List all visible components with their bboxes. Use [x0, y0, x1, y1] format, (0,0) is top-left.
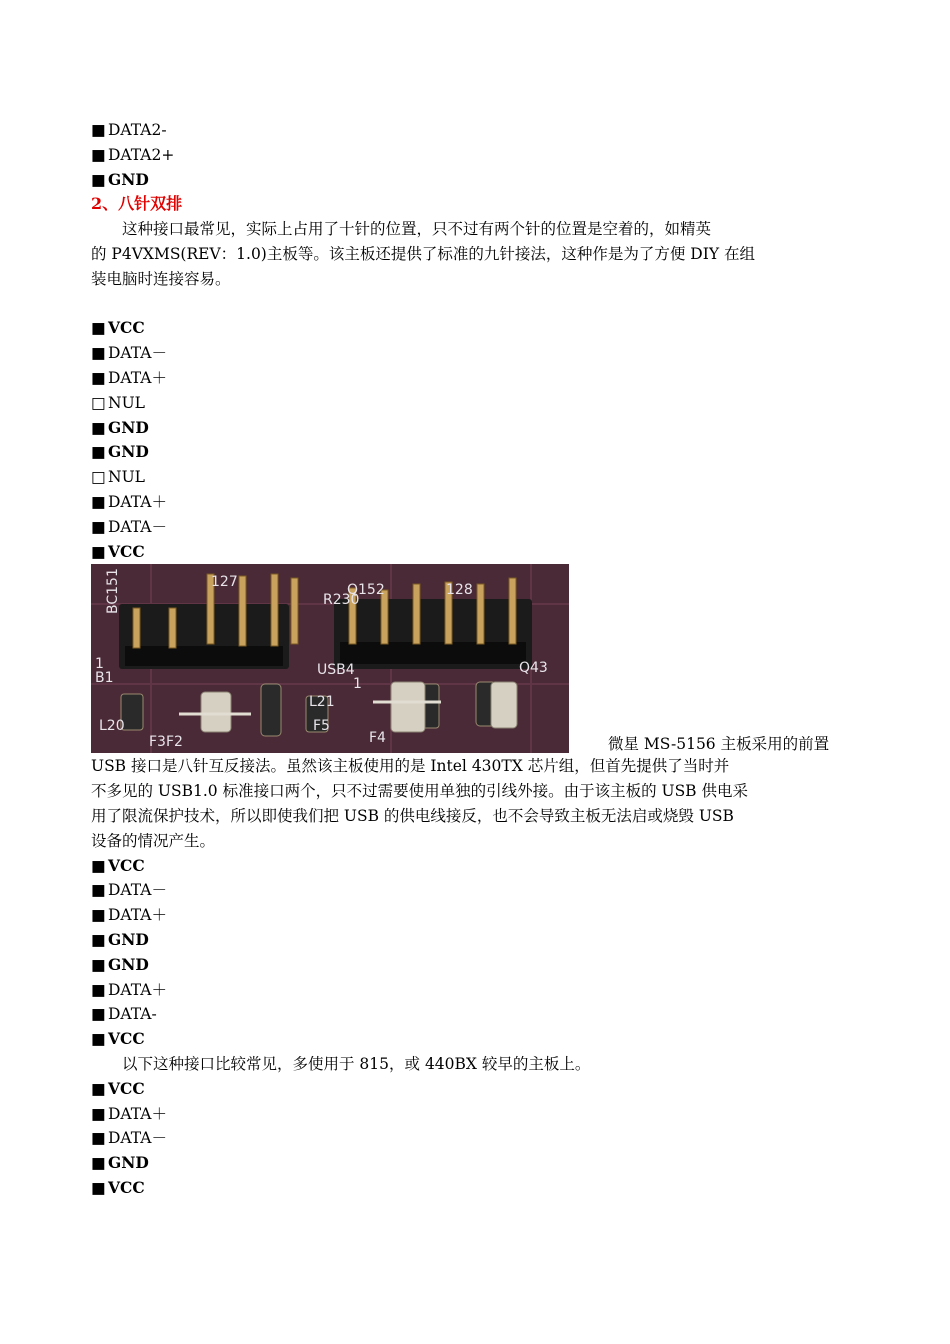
pin-list-item: [91, 540, 861, 565]
filled-square-icon: ■: [91, 417, 106, 437]
pin-list-item: [91, 1002, 861, 1027]
empty-square-icon: □: [91, 393, 106, 412]
silk-l20: L20: [99, 718, 125, 735]
figure-row: [91, 564, 861, 754]
section-paragraph-3: 以下这种接口比较常见，多使用于 815，或 440BX 较早的主板上。: [122, 1054, 591, 1073]
pin-label: DATA＋: [108, 906, 167, 925]
pin-label: GND: [108, 169, 149, 189]
pin-list-item: [91, 366, 861, 391]
filled-square-icon: ■: [91, 855, 106, 875]
pin-list-item: [91, 953, 861, 978]
pin-label: DATA＋: [108, 368, 167, 387]
pin-label: DATA2-: [108, 121, 167, 139]
filled-square-icon: ■: [91, 1005, 106, 1024]
silk-l21: L21: [309, 694, 335, 711]
pin-label: NUL: [108, 393, 145, 412]
filled-square-icon: ■: [91, 1177, 106, 1197]
document-content: [91, 118, 861, 1201]
filled-square-icon: ■: [91, 929, 106, 949]
filled-square-icon: ■: [91, 954, 106, 974]
pin-list-3: [91, 854, 861, 1052]
photo-caption-start: 微星 MS-5156 主板采用的前置: [608, 735, 830, 754]
filled-square-icon: ■: [91, 1153, 106, 1173]
pin-label: DATA＋: [108, 492, 167, 511]
filled-square-icon: ■: [91, 541, 106, 561]
pin-list-item: [91, 1102, 861, 1127]
pin-list-item: [91, 978, 861, 1003]
pin-list-2: [91, 316, 861, 564]
section-heading: 2、八针双排: [91, 194, 183, 214]
pin-list-item: [91, 416, 861, 441]
silk-pin1-right: 1: [353, 676, 362, 693]
pin-label: VCC: [108, 1029, 145, 1049]
silk-q43: Q43: [519, 660, 548, 677]
blank-line: [91, 292, 861, 317]
pin-list-item: [91, 341, 861, 366]
pin-list-item: [91, 440, 861, 465]
pin-label: GND: [108, 954, 149, 974]
pin-label: GND: [108, 442, 149, 462]
pin-label: DATA＋: [108, 1104, 167, 1123]
pin-list-item: [91, 1176, 861, 1201]
pin-label: VCC: [108, 855, 145, 875]
filled-square-icon: ■: [91, 121, 106, 139]
silk-f5: F5: [313, 718, 330, 735]
pin-list-1: [91, 118, 861, 192]
pin-label: DATA2+: [108, 145, 175, 164]
pin-label: DATA－: [108, 1129, 167, 1148]
pin-list-item: [91, 1027, 861, 1052]
section-paragraph-1: [91, 217, 861, 291]
paragraph-line: 装电脑时连接容易。: [91, 269, 231, 288]
pin-list-item: [91, 1077, 861, 1102]
pin-label: DATA－: [108, 517, 167, 536]
pin-list-item: [91, 903, 861, 928]
pin-list-item: [91, 391, 861, 416]
filled-square-icon: ■: [91, 318, 106, 338]
pin-list-item: [91, 1151, 861, 1176]
pin-label: GND: [108, 1153, 149, 1173]
pin-list-item: [91, 1126, 861, 1151]
silk-f4: F4: [369, 730, 386, 747]
silk-f3f2: F3F2: [149, 734, 183, 751]
paragraph-line: USB 接口是八针互反接法。虽然该主板使用的是 Intel 430TX 芯片组，但首先提供了当时并: [91, 757, 730, 776]
silk-127: 127: [211, 574, 238, 591]
filled-square-icon: ■: [91, 492, 106, 511]
silk-bc151: BC151: [105, 568, 121, 615]
pin-label: VCC: [108, 318, 145, 338]
filled-square-icon: ■: [91, 517, 106, 536]
paragraph-line: 用了限流保护技术，所以即使我们把 USB 的供电线接反，也不会导致主板无法启或烧毁 USB: [91, 806, 734, 825]
pin-list-item: [91, 143, 861, 168]
pin-label: VCC: [108, 1177, 145, 1197]
pin-label: NUL: [108, 468, 145, 487]
filled-square-icon: ■: [91, 1129, 106, 1148]
silk-b1: B1: [95, 670, 114, 687]
pin-label: DATA-: [108, 1005, 157, 1024]
filled-square-icon: ■: [91, 368, 106, 387]
filled-square-icon: ■: [91, 169, 106, 189]
pin-label: VCC: [108, 1078, 145, 1098]
pin-label: GND: [108, 929, 149, 949]
paragraph-line: 不多见的 USB1.0 标准接口两个，只不过需要使用单独的引线外接。由于该主板的 USB 供电采: [91, 782, 749, 801]
pin-label: DATA＋: [108, 980, 167, 999]
filled-square-icon: ■: [91, 1104, 106, 1123]
silk-r230: R230: [323, 592, 360, 609]
pin-list-item: [91, 465, 861, 490]
silk-usb4: USB4: [317, 662, 355, 679]
motherboard-usb-header-photo: [91, 564, 569, 753]
pin-label: GND: [108, 417, 149, 437]
silk-pin1-left: 1: [95, 656, 104, 673]
pin-list-item: [91, 490, 861, 515]
filled-square-icon: ■: [91, 442, 106, 462]
pin-list-4: [91, 1077, 861, 1201]
filled-square-icon: ■: [91, 145, 106, 164]
pin-label: DATA－: [108, 344, 167, 363]
silk-128: 128: [446, 582, 473, 599]
pin-label: VCC: [108, 541, 145, 561]
filled-square-icon: ■: [91, 881, 106, 900]
pin-list-item: [91, 878, 861, 903]
section-paragraph-2: [91, 754, 861, 853]
pin-list-item: [91, 928, 861, 953]
empty-square-icon: □: [91, 468, 106, 487]
filled-square-icon: ■: [91, 344, 106, 363]
pin-list-item: [91, 854, 861, 879]
filled-square-icon: ■: [91, 980, 106, 999]
pin-label: DATA－: [108, 881, 167, 900]
filled-square-icon: ■: [91, 1078, 106, 1098]
pin-list-item: [91, 316, 861, 341]
pin-list-item: [91, 515, 861, 540]
silk-q152: Q152: [347, 582, 385, 599]
paragraph-line: 的 P4VXMS(REV：1.0)主板等。该主板还提供了标准的九针接法，这种作是为了方便 DIY 在组: [91, 244, 755, 263]
pin-list-item: [91, 168, 861, 193]
filled-square-icon: ■: [91, 1029, 106, 1049]
filled-square-icon: ■: [91, 906, 106, 925]
paragraph-line: 这种接口最常见，实际上占用了十针的位置，只不过有两个针的位置是空着的，如精英: [122, 220, 712, 239]
pin-list-item: [91, 118, 861, 143]
paragraph-line: 设备的情况产生。: [91, 831, 216, 850]
